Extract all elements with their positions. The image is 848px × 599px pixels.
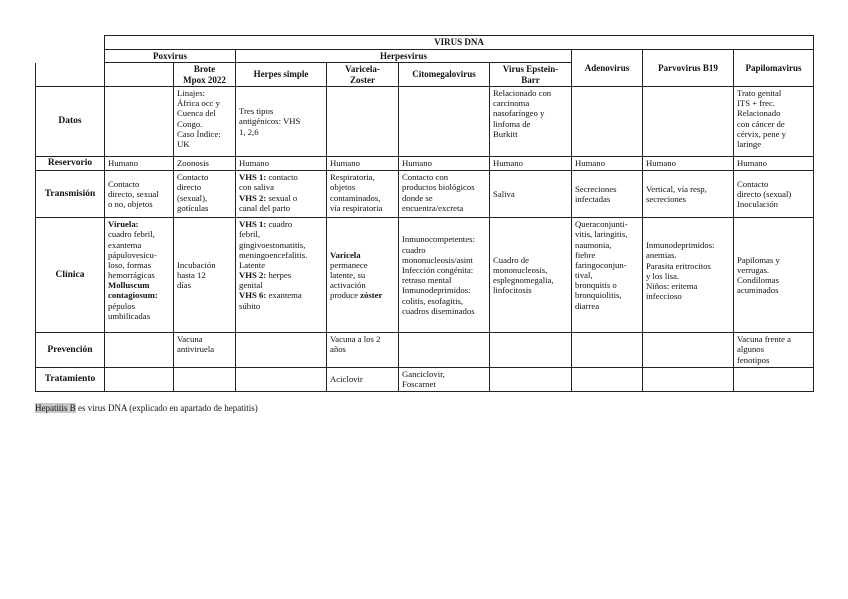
text-line: Contacto con	[402, 172, 449, 183]
col-adenovirus: Adenovirus	[572, 49, 643, 87]
text-line: Vacuna	[177, 334, 203, 345]
vhs2-text: herpes	[266, 270, 292, 281]
col-brote	[174, 63, 236, 87]
text-line: Contacto	[108, 178, 140, 189]
molluscum-label: contagiosum:	[108, 290, 158, 301]
text-line: exantema	[108, 239, 142, 250]
text-line: verrugas.	[737, 265, 770, 275]
varicela-produce: produce	[330, 290, 361, 301]
text-line: pépulos	[108, 300, 136, 311]
col-epstein-line1: Virus Epstein-	[502, 64, 559, 75]
text-line: Latente	[239, 259, 266, 270]
text-line: fiebre	[575, 249, 596, 260]
col-citomegalovirus: Citomegalovirus	[399, 63, 490, 87]
text-line: Vertical, vía resp,	[646, 184, 707, 194]
row-label-prevencion: Prevención	[36, 333, 105, 368]
cell-reservorio-epstein: Humano	[490, 157, 572, 171]
cell-tratamiento-papilomavirus	[734, 368, 814, 391]
text-line: Burkitt	[493, 128, 518, 139]
text-line: mononucleosis/asint	[402, 254, 473, 265]
text-line	[239, 193, 323, 203]
cell-tratamiento-herpes-simple	[236, 368, 327, 391]
text-line: Foscarnet	[402, 379, 436, 390]
cell-reservorio-parvovirus: Humano	[643, 157, 734, 171]
text-line: mononucleosis,	[493, 265, 548, 275]
text-line: directo	[177, 182, 202, 193]
col-parvovirus: Parvovirus B19	[643, 49, 734, 87]
cell-datos-citomegalovirus	[399, 87, 490, 157]
text-line: cérvix, pene y	[737, 128, 786, 139]
table-row	[36, 157, 814, 171]
cell-reservorio-varicela: Humano	[327, 157, 399, 171]
cell-tratamiento-citomegalovirus	[399, 368, 490, 391]
text-line	[239, 219, 323, 229]
text-line: fenotipos	[737, 354, 770, 365]
text-line: súbito	[239, 300, 261, 311]
cell-reservorio-herpes-simple: Humano	[236, 157, 327, 171]
text-line: Queraconjunti-	[575, 219, 628, 230]
cell-clinica-adenovirus	[572, 218, 643, 333]
text-line: loso, formas	[108, 259, 151, 270]
text-line: Relacionado con	[493, 88, 552, 99]
cell-datos-herpes-simple	[236, 87, 327, 157]
col-papilomavirus: Papilomavirus	[734, 49, 814, 87]
text-line: genital	[239, 280, 263, 291]
text-line: Cuenca del	[177, 108, 216, 119]
text-line	[239, 270, 323, 280]
cell-clinica-papilomavirus	[734, 218, 814, 333]
cell-prevencion-citomegalovirus	[399, 333, 490, 368]
footnote-highlight: Hepatitis B	[35, 403, 76, 413]
cell-datos-parvovirus	[643, 87, 734, 157]
text-line: Contacto	[177, 172, 209, 183]
text-line: laringe	[737, 138, 762, 149]
text-line: vitis, laringitis,	[575, 229, 628, 240]
table-title: VIRUS DNA	[105, 36, 814, 50]
text-line: algunos	[737, 344, 765, 355]
text-line: linfoma de	[493, 118, 531, 129]
text-line: Incubación	[177, 259, 216, 270]
text-line: Vacuna frente a	[737, 334, 792, 345]
text-line: Linajes:	[177, 88, 205, 99]
text-line: Niños: eritema	[646, 280, 698, 291]
cell-reservorio-poxvirus: Humano	[105, 157, 174, 171]
text-line: 1, 2,6	[239, 126, 259, 137]
text-line: Inoculación	[737, 199, 779, 210]
text-line: directo, sexual	[108, 189, 159, 200]
text-line: activación	[330, 280, 366, 291]
text-line: Infección congénita:	[402, 265, 474, 275]
text-line: tival,	[575, 270, 593, 281]
cell-reservorio-papilomavirus: Humano	[734, 157, 814, 171]
text-line: Secreciones	[575, 184, 617, 194]
vhs2-label: VHS 2:	[239, 192, 267, 203]
text-line: retraso mental	[402, 275, 452, 286]
cell-clinica-varicela	[327, 218, 399, 333]
text-line: esplegnomegalia,	[493, 275, 554, 286]
text-line: productos biológicos	[402, 182, 475, 193]
text-line: objetos	[330, 182, 356, 193]
text-line: permanece	[330, 259, 368, 270]
viruela-label: Viruela:	[108, 219, 139, 230]
cell-datos-brote	[174, 87, 236, 157]
cell-clinica-brote	[174, 218, 236, 333]
cell-datos-adenovirus	[572, 87, 643, 157]
text-line: Inmunodeprimidos:	[402, 285, 471, 296]
text-line: días	[177, 280, 191, 291]
text-line	[239, 172, 323, 182]
text-line: bronquiolitis,	[575, 290, 622, 301]
cell-transmision-brote	[174, 171, 236, 218]
text-line: contaminados,	[330, 192, 381, 203]
text-line: Papilomas y	[737, 254, 780, 265]
cell-transmision-adenovirus	[572, 171, 643, 218]
text-line: Congo.	[177, 118, 203, 129]
cell-prevencion-adenovirus	[572, 333, 643, 368]
row-label-tratamiento: Tratamiento	[36, 368, 105, 391]
text-line: acuminados	[737, 285, 779, 296]
vhs2-label: VHS 2:	[239, 270, 267, 281]
cell-transmision-parvovirus	[643, 171, 734, 218]
cell-tratamiento-epstein	[490, 368, 572, 391]
family-poxvirus: Poxvirus	[105, 49, 236, 63]
row-label-datos: Datos	[36, 87, 105, 157]
text-line: hemorrágicas	[108, 270, 155, 281]
cell-prevencion-herpes-simple	[236, 333, 327, 368]
text-line: Respiratoria,	[330, 172, 375, 183]
text-line: Relacionado	[737, 108, 781, 119]
text-line: cuadro febril,	[108, 229, 155, 240]
text-line: pápulovesicu-	[108, 249, 157, 260]
text-line: latente, su	[330, 270, 366, 281]
cell-tratamiento-poxvirus	[105, 368, 174, 391]
cell-transmision-citomegalovirus	[399, 171, 490, 218]
text-line: carcinoma	[493, 98, 530, 109]
text-line: cuadro	[402, 244, 426, 255]
family-herpesvirus: Herpesvirus	[236, 49, 572, 63]
cell-prevencion-brote	[174, 333, 236, 368]
text-line: Cuadro de	[493, 254, 529, 265]
text-line: gotículas	[177, 202, 209, 213]
cell-datos-poxvirus	[105, 87, 174, 157]
row-label-reservorio: Reservorio	[36, 157, 105, 171]
text-line: (sexual),	[177, 192, 208, 203]
text-line: infeccioso	[646, 291, 682, 302]
row-label-transmision: Transmisión	[36, 171, 105, 218]
text-line: Inmunodeprimidos:	[646, 240, 715, 251]
text-line: Inmunocompetentes:	[402, 234, 475, 245]
text-line: linfocitosis	[493, 285, 532, 296]
text-line: donde se	[402, 192, 433, 203]
vhs1-label: VHS 1:	[239, 172, 267, 183]
text-line: febril,	[239, 229, 260, 240]
text-line: y los lisa.	[646, 270, 680, 281]
text-line: con cáncer de	[737, 118, 785, 129]
cell-clinica-epstein	[490, 218, 572, 333]
cell-clinica-parvovirus	[643, 218, 734, 333]
cell-prevencion-papilomavirus	[734, 333, 814, 368]
vhs1-text: contacto	[266, 172, 298, 183]
text-line: hasta 12	[177, 270, 206, 281]
vhs6-text: exantema	[266, 290, 302, 301]
col-brote-line2: Mpox 2022	[183, 74, 226, 85]
cell-transmision-herpes-simple	[236, 171, 327, 218]
text-line	[239, 290, 323, 300]
text-line: años	[330, 344, 346, 355]
varicela-zoster-bold: zóster	[360, 290, 383, 301]
footnote	[35, 403, 258, 413]
text-line: Parasita eritrocitos	[646, 260, 711, 271]
text-line: encuentra/excreta	[402, 202, 464, 213]
cell-transmision-epstein: Saliva	[490, 171, 572, 218]
corner-blank	[36, 36, 105, 50]
table-row	[36, 368, 814, 391]
cell-reservorio-brote: Zoonosis	[174, 157, 236, 171]
varicela-bold: Varicela	[330, 249, 361, 260]
text-line: infectadas	[575, 194, 611, 205]
text-line: bronquitis o	[575, 280, 617, 291]
cell-datos-varicela	[327, 87, 399, 157]
cell-prevencion-poxvirus	[105, 333, 174, 368]
text-line: Trato genital	[737, 88, 782, 99]
text-line: naumonia,	[575, 239, 612, 250]
cell-prevencion-varicela	[327, 333, 399, 368]
text-line: faringoconjun-	[575, 259, 627, 270]
vhs6-label: VHS 6:	[239, 290, 267, 301]
text-line: o no, objetos	[108, 199, 153, 210]
cell-transmision-papilomavirus	[734, 171, 814, 218]
cell-reservorio-citomegalovirus: Humano	[399, 157, 490, 171]
col-poxvirus-blank	[105, 63, 174, 87]
vhs1-text: cuadro	[266, 219, 293, 230]
cell-clinica-herpes-simple	[236, 218, 327, 333]
corner-blank-3	[36, 63, 105, 87]
text-line: antiviruela	[177, 344, 215, 355]
table-row	[36, 87, 814, 157]
text-line: África occ y	[177, 98, 220, 109]
virus-dna-table	[35, 35, 814, 392]
molluscum-label: Molluscum	[108, 280, 150, 291]
text-line: colitis, esofagitis,	[402, 295, 464, 306]
col-herpes-simple: Herpes simple	[236, 63, 327, 87]
cell-reservorio-adenovirus: Humano	[572, 157, 643, 171]
text-line: umbilicadas	[108, 310, 150, 321]
cell-tratamiento-varicela: Aciclovir	[327, 368, 399, 391]
text-line: secreciones	[646, 194, 687, 205]
vhs2-text: sexual o	[266, 192, 298, 203]
text-line: Condilomas	[737, 275, 779, 286]
text-line: directo (sexual)	[737, 189, 792, 200]
text-line: antigénicos: VHS	[239, 116, 301, 127]
col-varicela	[327, 63, 399, 87]
text-line	[330, 290, 395, 300]
cell-tratamiento-parvovirus	[643, 368, 734, 391]
text-line: con saliva	[239, 182, 274, 193]
cell-tratamiento-brote	[174, 368, 236, 391]
text-line: UK	[177, 138, 190, 149]
col-brote-line1: Brote	[193, 64, 216, 75]
footnote-text: es virus DNA (explicado en apartado de hepatitis)	[75, 403, 258, 413]
cell-clinica-citomegalovirus	[399, 218, 490, 333]
text-line: Tres tipos	[239, 106, 274, 117]
cell-transmision-poxvirus	[105, 171, 174, 218]
cell-transmision-varicela	[327, 171, 399, 218]
text-line: cuadros diseminados	[402, 305, 475, 316]
table-row	[36, 218, 814, 333]
cell-datos-epstein	[490, 87, 572, 157]
col-varicela-line2: Zoster	[350, 74, 375, 85]
text-line: vía respiratoria	[330, 202, 383, 213]
text-line: nasofaríngeo y	[493, 108, 545, 119]
text-line: gingivoestomatitis,	[239, 239, 306, 250]
cell-prevencion-epstein	[490, 333, 572, 368]
row-label-clinica: Clínica	[36, 218, 105, 333]
text-line: ITS + frec.	[737, 98, 775, 109]
table-row	[36, 171, 814, 218]
cell-datos-papilomavirus	[734, 87, 814, 157]
col-varicela-line1: Varicela-	[345, 64, 380, 75]
corner-blank-2	[36, 49, 105, 63]
cell-clinica-poxvirus	[105, 218, 174, 333]
text-line: Contacto	[737, 178, 769, 189]
text-line: anemias.	[646, 250, 677, 261]
vhs1-label: VHS 1:	[239, 219, 267, 230]
text-line: canal del parto	[239, 202, 291, 213]
cell-prevencion-parvovirus	[643, 333, 734, 368]
text-line: Caso Índice:	[177, 128, 221, 139]
col-epstein	[490, 63, 572, 87]
text-line: Vacuna a los 2	[330, 334, 381, 345]
cell-tratamiento-adenovirus	[572, 368, 643, 391]
col-epstein-line2: Barr	[521, 74, 540, 85]
text-line: meningoencefalitis.	[239, 249, 308, 260]
text-line: diarrea	[575, 300, 600, 311]
table-row	[36, 333, 814, 368]
text-line: Ganciclovir,	[402, 369, 445, 380]
